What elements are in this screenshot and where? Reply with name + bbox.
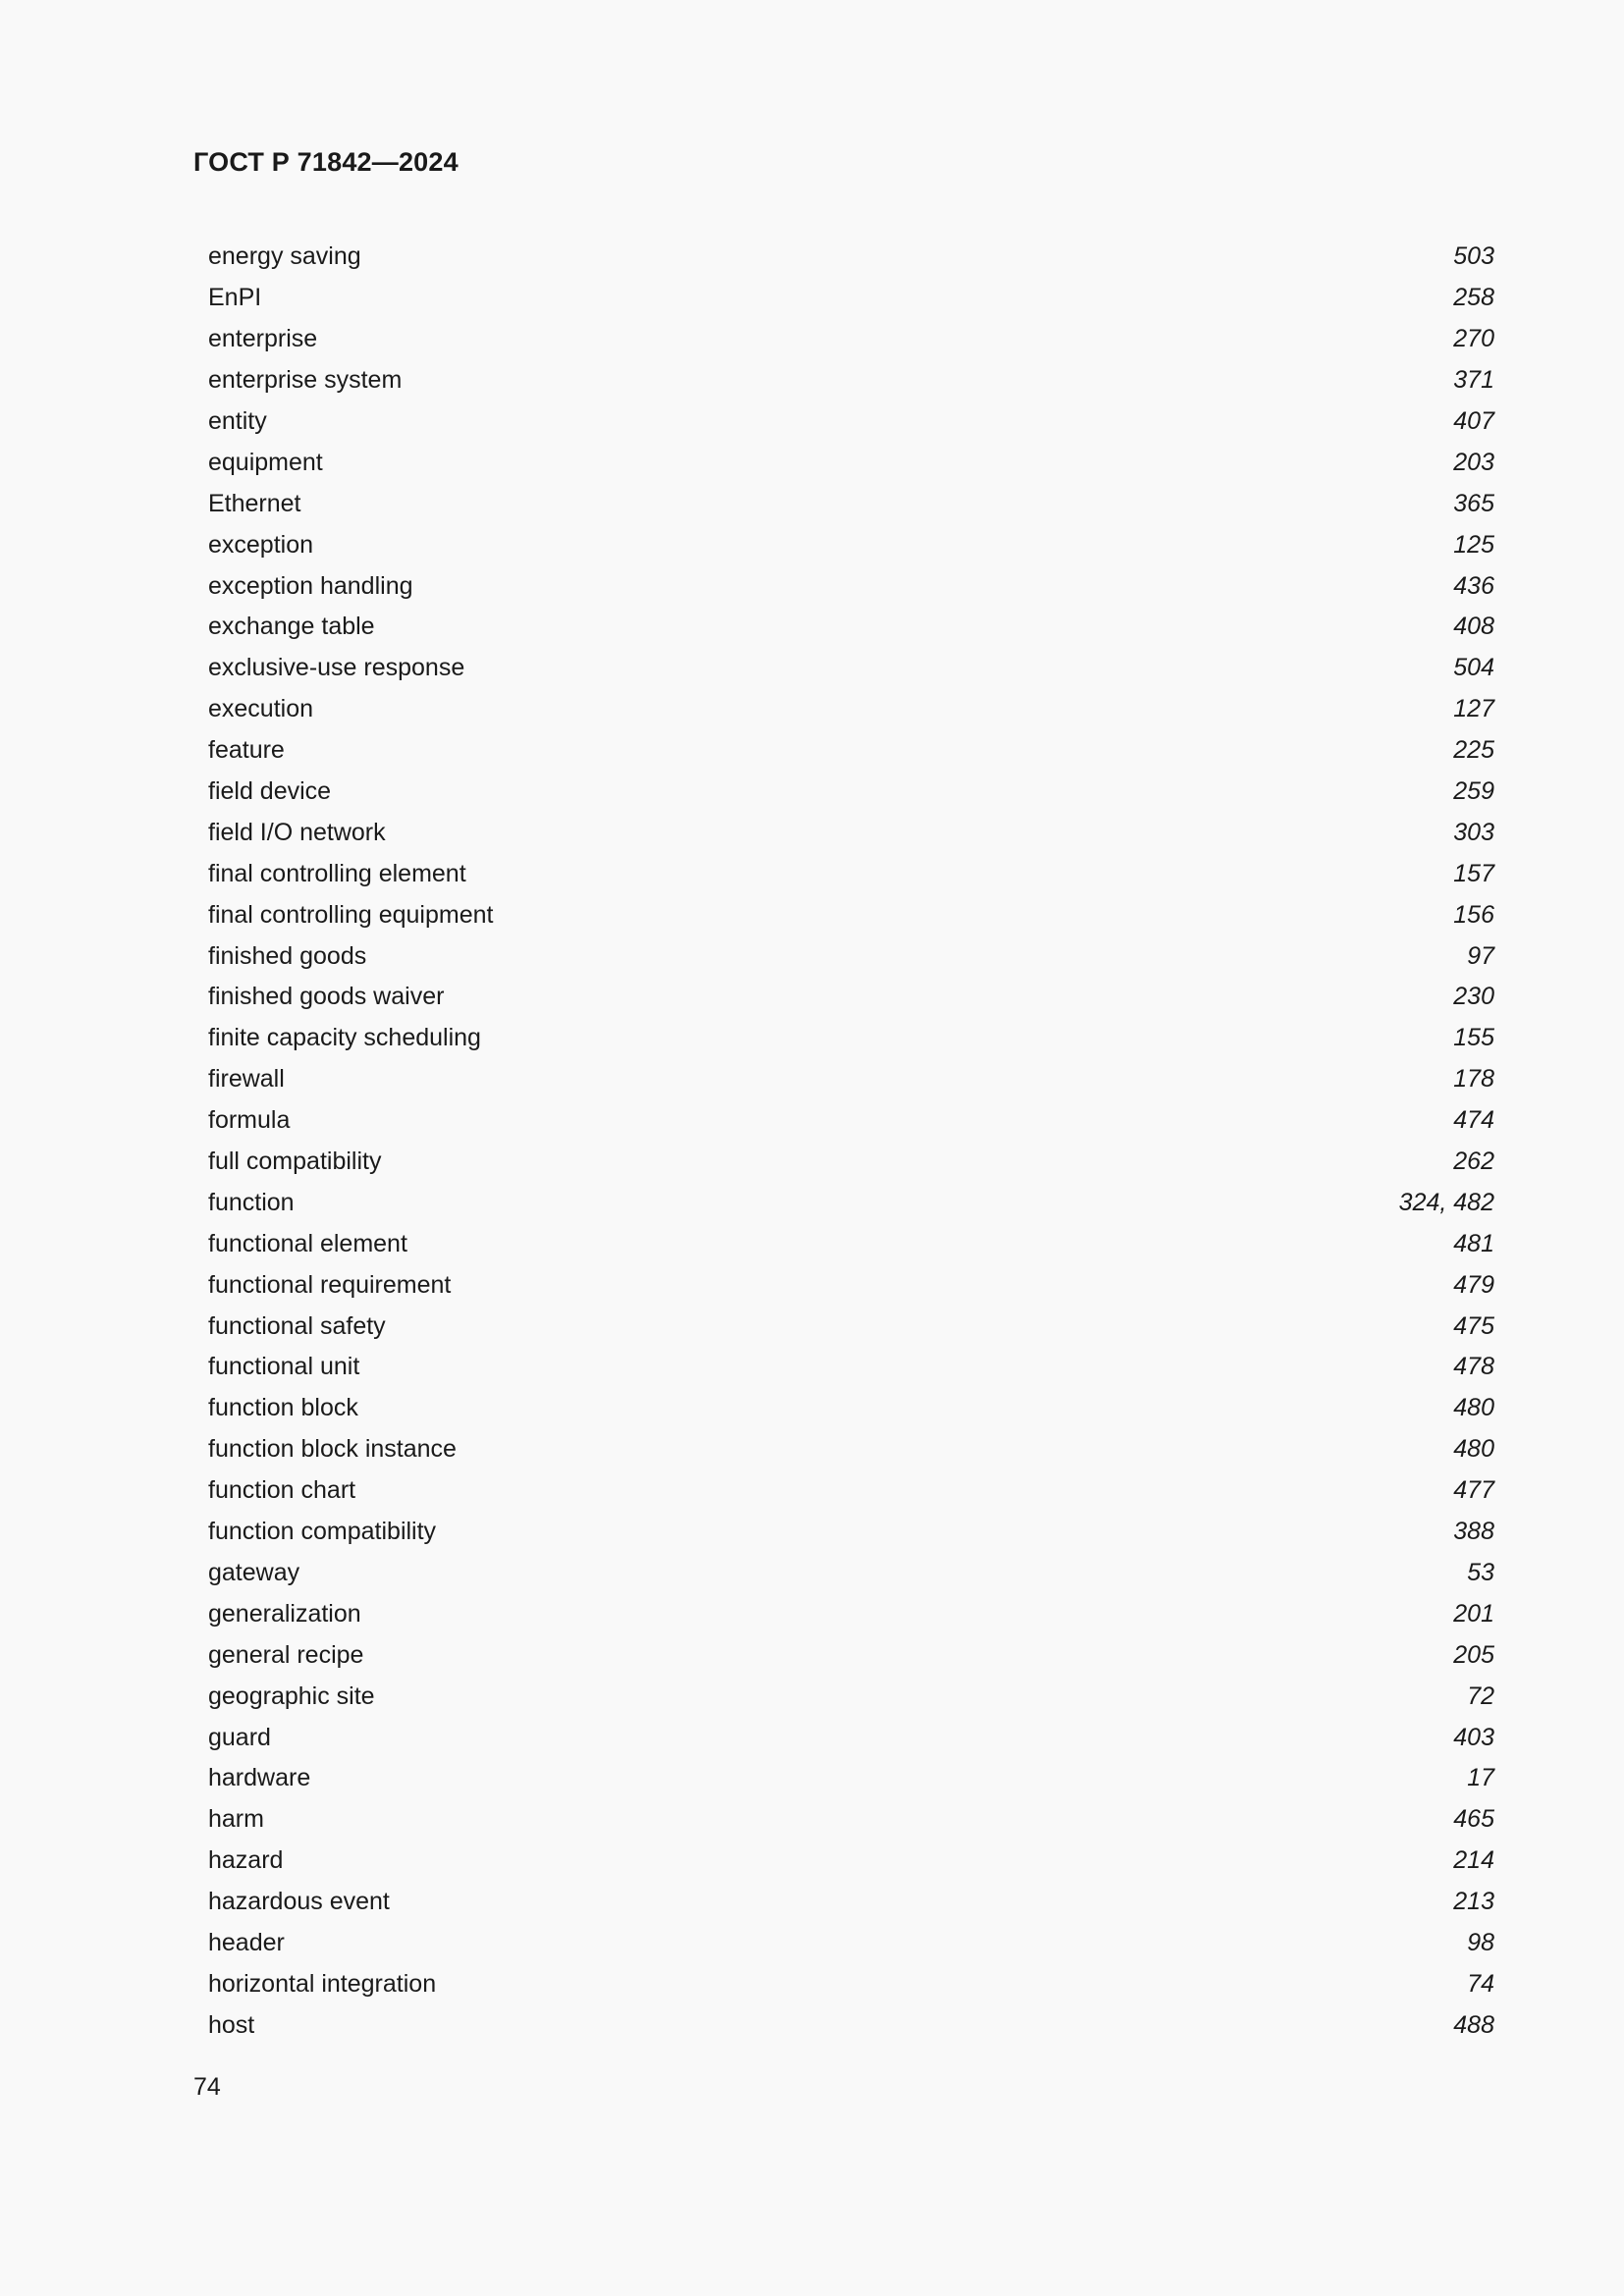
index-term: exchange table — [208, 613, 375, 641]
index-term: finished goods waiver — [208, 983, 445, 1011]
index-term: horizontal integration — [208, 1969, 437, 1998]
index-reference: 230 — [1453, 983, 1494, 1011]
index-entry — [208, 730, 1494, 772]
index-reference: 371 — [1453, 366, 1494, 395]
index-reference: 214 — [1453, 1846, 1494, 1875]
index-reference: 488 — [1453, 2010, 1494, 2039]
index-reference: 127 — [1453, 695, 1494, 723]
index-entry — [208, 1306, 1494, 1347]
index-entry — [208, 442, 1494, 483]
index-term: energy saving — [208, 242, 361, 271]
index-term: generalization — [208, 1599, 361, 1628]
index-entry — [208, 1882, 1494, 1923]
index-reference: 97 — [1467, 941, 1494, 970]
index-term: functional element — [208, 1229, 407, 1257]
index-reference: 403 — [1453, 1723, 1494, 1751]
index-reference: 125 — [1453, 530, 1494, 559]
index-entry — [208, 607, 1494, 648]
index-entry — [208, 237, 1494, 278]
index-term: finished goods — [208, 941, 367, 970]
index-term: function block — [208, 1394, 358, 1422]
index-reference: 178 — [1453, 1065, 1494, 1094]
index-term: execution — [208, 695, 314, 723]
index-reference: 475 — [1453, 1311, 1494, 1340]
index-term: finite capacity scheduling — [208, 1024, 481, 1052]
index-term: EnPI — [208, 284, 262, 312]
index-entry — [208, 1142, 1494, 1183]
index-term: final controlling element — [208, 859, 466, 887]
index-term: header — [208, 1928, 285, 1956]
index-entry — [208, 1923, 1494, 1964]
index-term: exception handling — [208, 571, 413, 600]
index-entry — [208, 1799, 1494, 1841]
index-reference: 407 — [1453, 407, 1494, 435]
index-entry — [208, 1018, 1494, 1059]
index-reference: 155 — [1453, 1024, 1494, 1052]
index-reference: 157 — [1453, 859, 1494, 887]
index-entry — [208, 483, 1494, 524]
index-term: final controlling equipment — [208, 900, 494, 929]
index-reference: 365 — [1453, 489, 1494, 517]
index-term: firewall — [208, 1065, 285, 1094]
index-reference: 258 — [1453, 284, 1494, 312]
index-term: entity — [208, 407, 267, 435]
index-entry — [208, 1593, 1494, 1634]
index-reference: 201 — [1453, 1599, 1494, 1628]
index-term: function compatibility — [208, 1518, 437, 1546]
index-term: geographic site — [208, 1682, 375, 1710]
index-reference: 270 — [1453, 325, 1494, 353]
index-entry — [208, 1429, 1494, 1470]
index-term: formula — [208, 1106, 291, 1135]
index-list — [208, 237, 1494, 2046]
index-entry — [208, 1841, 1494, 1882]
index-term: guard — [208, 1723, 271, 1751]
index-term: feature — [208, 736, 285, 765]
index-reference: 408 — [1453, 613, 1494, 641]
index-reference: 436 — [1453, 571, 1494, 600]
index-reference: 479 — [1453, 1270, 1494, 1299]
index-entry — [208, 977, 1494, 1018]
index-term: hardware — [208, 1764, 311, 1792]
index-entry — [208, 1717, 1494, 1758]
index-term: functional safety — [208, 1311, 386, 1340]
index-term: full compatibility — [208, 1148, 382, 1176]
index-term: field device — [208, 777, 332, 806]
index-term: harm — [208, 1805, 264, 1834]
index-reference: 324, 482 — [1398, 1188, 1494, 1216]
page-number: 74 — [193, 2073, 221, 2101]
index-term: exclusive-use response — [208, 654, 465, 682]
index-entry — [208, 360, 1494, 401]
index-entry — [208, 1264, 1494, 1306]
index-term: Ethernet — [208, 489, 301, 517]
index-term: exception — [208, 530, 314, 559]
index-entry — [208, 772, 1494, 813]
index-entry — [208, 1100, 1494, 1142]
index-reference: 205 — [1453, 1640, 1494, 1669]
index-term: function block instance — [208, 1435, 457, 1464]
index-term: function chart — [208, 1476, 356, 1505]
index-entry — [208, 1553, 1494, 1594]
index-entry — [208, 1182, 1494, 1223]
index-entry — [208, 935, 1494, 977]
index-term: enterprise — [208, 325, 318, 353]
index-entry — [208, 524, 1494, 565]
index-entry — [208, 812, 1494, 853]
index-entry — [208, 1223, 1494, 1264]
index-reference: 503 — [1453, 242, 1494, 271]
index-entry — [208, 1758, 1494, 1799]
index-entry — [208, 1963, 1494, 2004]
index-entry — [208, 1347, 1494, 1388]
index-term: general recipe — [208, 1640, 364, 1669]
index-entry — [208, 853, 1494, 894]
index-reference: 225 — [1453, 736, 1494, 765]
index-entry — [208, 278, 1494, 319]
index-reference: 303 — [1453, 818, 1494, 846]
index-reference: 481 — [1453, 1229, 1494, 1257]
index-term: enterprise system — [208, 366, 403, 395]
index-entry — [208, 648, 1494, 689]
index-entry — [208, 1676, 1494, 1717]
index-reference: 17 — [1467, 1764, 1494, 1792]
index-term: functional unit — [208, 1353, 360, 1381]
index-reference: 213 — [1453, 1888, 1494, 1916]
index-reference: 259 — [1453, 777, 1494, 806]
index-entry — [208, 565, 1494, 607]
index-entry — [208, 894, 1494, 935]
index-entry — [208, 1059, 1494, 1100]
index-entry — [208, 1512, 1494, 1553]
index-entry — [208, 401, 1494, 443]
index-reference: 156 — [1453, 900, 1494, 929]
index-term: function — [208, 1188, 295, 1216]
index-entry — [208, 1470, 1494, 1512]
index-reference: 388 — [1453, 1518, 1494, 1546]
index-reference: 98 — [1467, 1928, 1494, 1956]
document-header: ГОСТ Р 71842—2024 — [193, 147, 459, 177]
index-entry — [208, 1634, 1494, 1676]
index-reference: 72 — [1467, 1682, 1494, 1710]
index-term: host — [208, 2010, 255, 2039]
index-reference: 477 — [1453, 1476, 1494, 1505]
index-entry — [208, 2004, 1494, 2046]
index-term: gateway — [208, 1558, 300, 1586]
index-term: hazardous event — [208, 1888, 390, 1916]
index-reference: 480 — [1453, 1435, 1494, 1464]
index-term: field I/O network — [208, 818, 386, 846]
index-entry — [208, 1388, 1494, 1429]
index-entry — [208, 689, 1494, 730]
index-reference: 53 — [1467, 1558, 1494, 1586]
index-reference: 74 — [1467, 1969, 1494, 1998]
index-reference: 478 — [1453, 1353, 1494, 1381]
index-reference: 480 — [1453, 1394, 1494, 1422]
index-term: hazard — [208, 1846, 284, 1875]
index-reference: 262 — [1453, 1148, 1494, 1176]
index-reference: 504 — [1453, 654, 1494, 682]
index-entry — [208, 319, 1494, 360]
index-reference: 474 — [1453, 1106, 1494, 1135]
index-reference: 203 — [1453, 448, 1494, 476]
index-term: equipment — [208, 448, 323, 476]
index-reference: 465 — [1453, 1805, 1494, 1834]
index-term: functional requirement — [208, 1270, 452, 1299]
